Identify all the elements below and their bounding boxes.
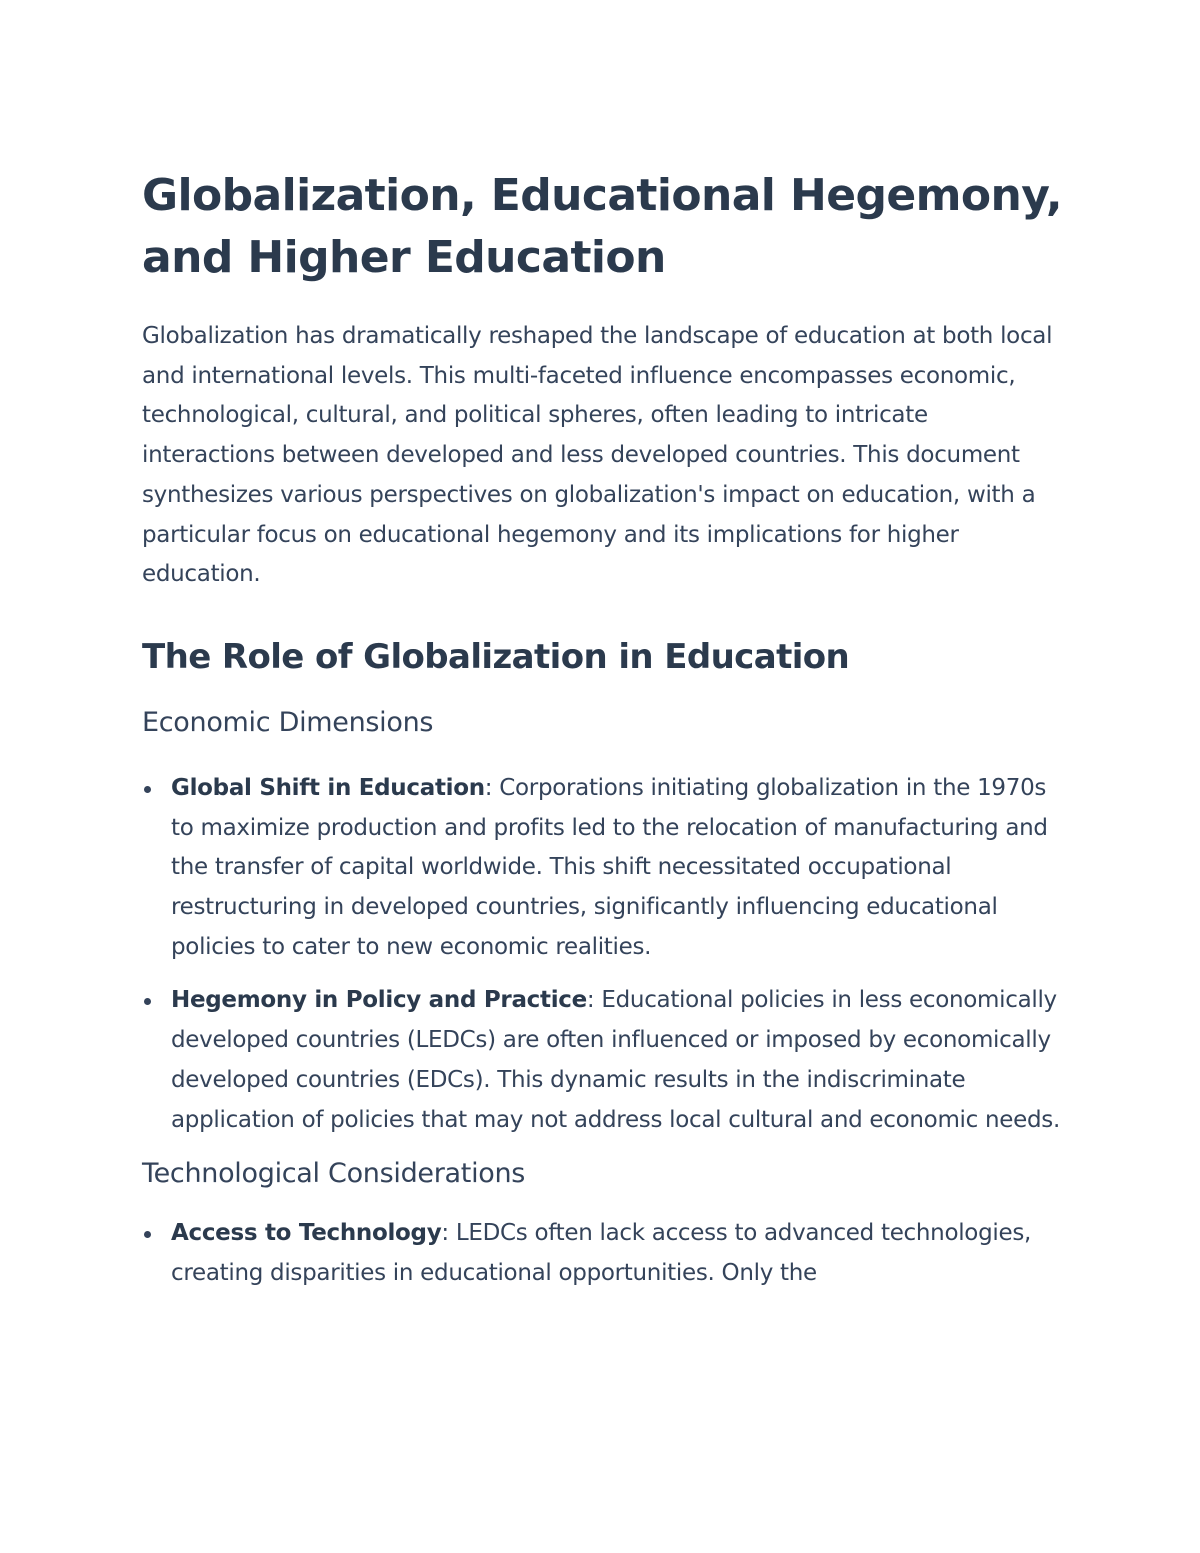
- list-item-term: Hegemony in Policy and Practice: [171, 987, 587, 1014]
- list-item-term: Access to Technology: [171, 1220, 442, 1247]
- bullet-list-economic: [142, 769, 1062, 1140]
- list-item-text: : Corporations initiating globalization in the 1970s to maximize production and profits led to the relocation of manufacturing and the transfer of capital worldwide. This shift necessitated occupational restructuring in developed countries, significantly influencing educational policies to cater to new economic realities.: [171, 774, 1048, 960]
- subsection-heading-economic: Economic Dimensions: [142, 706, 434, 738]
- list-item: [142, 1214, 1062, 1293]
- list-item: [142, 769, 1062, 968]
- intro-paragraph: Globalization has dramatically reshaped the landscape of education at both local and international levels. This multi-faceted influence encompasses economic, technological, cultural, and political spheres, often leading to intricate interactions between developed and less developed countries. This document synthesizes various perspectives on globalization's impact on education, with a particular focus on educational hegemony and its implications for higher education.: [142, 323, 1053, 588]
- subsection-heading-technological: Technological Considerations: [142, 1158, 526, 1190]
- bullet-dot-icon: [144, 1231, 151, 1238]
- list-item-text: : LEDCs often lack access to advanced technologies, creating disparities in educational opportunities. Only the: [171, 1220, 1032, 1286]
- bullet-dot-icon: [144, 786, 151, 793]
- bullet-list-technological: [142, 1214, 1062, 1293]
- document-page: [142, 165, 1062, 1308]
- list-item-term: Global Shift in Education: [171, 774, 485, 801]
- list-item: [142, 981, 1062, 1140]
- document-title: Globalization, Educational Hegemony, and Higher Education: [142, 170, 1062, 283]
- section-heading: The Role of Globalization in Education: [142, 636, 850, 677]
- bullet-dot-icon: [144, 998, 151, 1005]
- list-item-text: : Educational policies in less economically developed countries (LEDCs) are often influenced or imposed by economically developed countries (EDCs). This dynamic results in the indiscriminate application of policies that may not address local cultural and economic needs.: [171, 987, 1060, 1133]
